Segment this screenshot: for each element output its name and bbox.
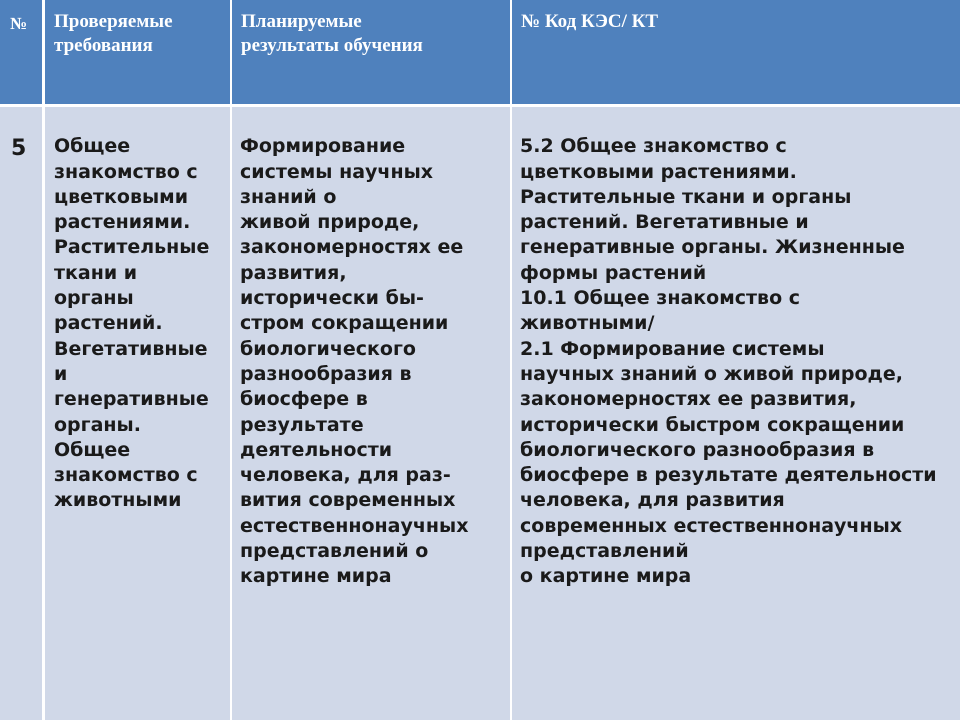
header-code-label: № Код КЭС/ КТ	[521, 11, 659, 32]
header-cell-requirements	[45, 0, 230, 104]
row-cell-number	[0, 107, 42, 720]
header-cell-results	[232, 0, 510, 104]
row-number: 5	[11, 136, 27, 162]
row-cell-results	[232, 107, 510, 720]
row-cell-requirements	[45, 107, 230, 720]
header-number-label: №	[10, 14, 28, 33]
header-results-label: Планируемые результаты обучения	[241, 11, 423, 56]
header-cell-code	[512, 0, 960, 104]
row-results-text: Формирование системы научных знаний о живой природе, закономерностях ее развития, исторически бы- стром сокращении биологического разнообразия в биосфере в результате деятельности человека, для раз- вития современных естественнонаучных представлений о картине мира	[240, 135, 469, 588]
header-requirements-label: Проверяемые требования	[54, 11, 173, 56]
header-cell-number	[0, 0, 42, 104]
row-code-text: 5.2 Общее знакомство с цветковыми растениями. Растительные ткани и органы растений. Вегетативные и генеративные органы. Жизненные формы растений 10.1 Общее знакомство с животными/ 2.1 Формирование системы научных знаний о живой природе, закономерностях ее развития, исторически быстром сокращении биологического разнообразия в биосфере в результате деятельности человека, для развития современных естественнонаучных представлений о картине мира	[520, 135, 937, 588]
row-cell-code	[512, 107, 960, 720]
row-requirements-text: Общее знакомство с цветковыми растениями. Растительные ткани и органы растений. Вегетативные и генеративные органы. Общее знакомство с животными	[54, 135, 210, 512]
